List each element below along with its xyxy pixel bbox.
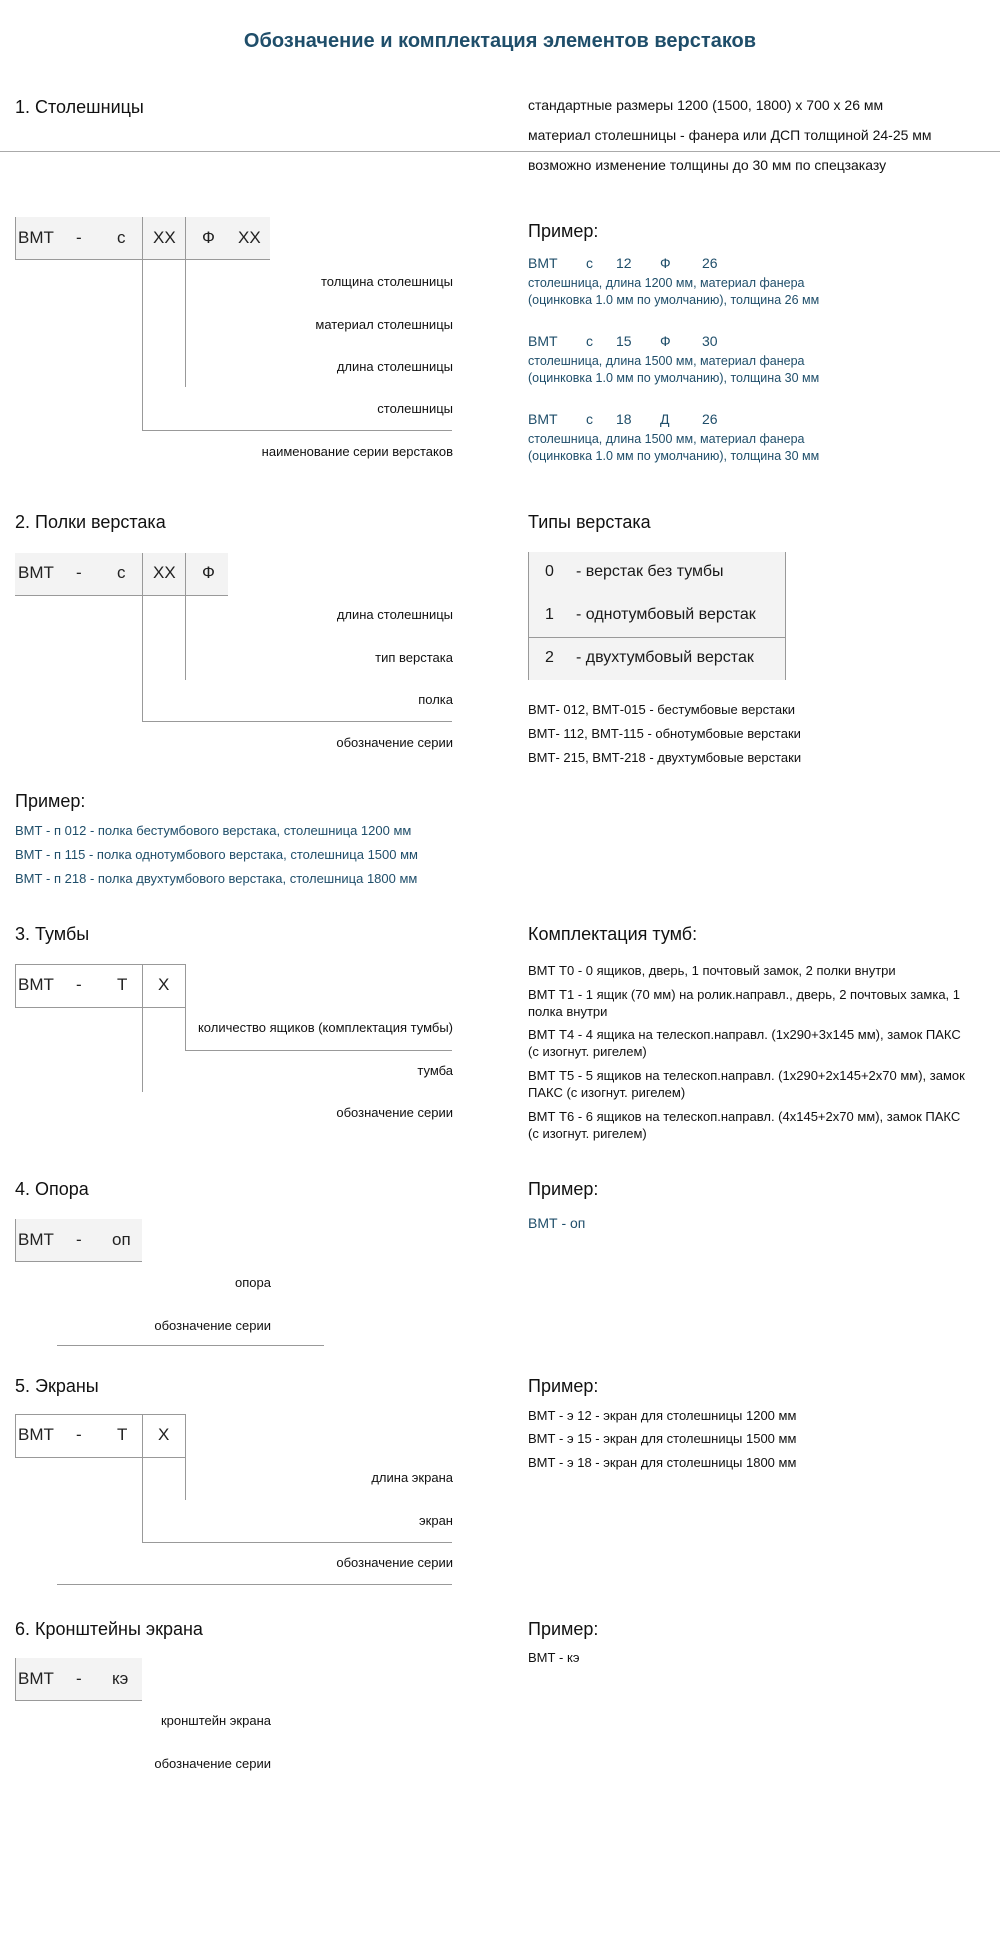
example-text: столешница, длина 1500 мм, материал фанера [528,432,805,446]
types-heading: Типы верстака [528,512,651,532]
code-underline [15,595,228,596]
section-heading: 2. Полки верстака [15,512,166,532]
code-underline [15,1700,142,1701]
example-code: ВМТ [528,333,558,349]
bracket-line [142,1414,143,1542]
example-block [528,333,819,387]
bracket-line [142,964,143,1092]
code-left-border [15,1219,16,1261]
example-code: Ф [660,333,671,349]
code-part: Т [117,975,128,994]
type-label: - верстак без тумбы [576,563,724,580]
code-part: с [117,563,126,582]
kit-item [528,962,990,979]
kit-line: ПАКС (с изогнут. ригелем) [528,1085,686,1100]
example-code: ВМТ [528,255,558,271]
kit-line: ВМТ Т5 - 5 ящиков на телескоп.направл. (1х290+2х145+2х70 мм), замок [528,1068,965,1083]
code-part: ВМТ [18,1230,54,1249]
example-code: с [586,255,593,271]
example-text: столешница, длина 1500 мм, материал фанера [528,354,805,368]
code-label: обозначение серии [336,1555,453,1570]
example-line: ВМТ - п 218 - полка двухтумбового верстака, столешница 1800 мм [15,871,418,886]
code-part: - [76,1669,82,1688]
code-left-border [15,1658,16,1700]
example-code: 12 [616,255,632,271]
example-code: 26 [702,411,718,427]
code-part: ХХ [153,563,176,582]
bracket-line [185,1414,186,1500]
code-label: обозначение серии [336,735,453,750]
bracket-line [185,964,186,1050]
code-label: толщина столешницы [320,274,453,289]
code-label: столешницы [377,401,453,416]
type-note: ВМТ- 012, ВМТ-015 - бестумбовые верстаки [528,702,796,717]
code-part: с [117,228,126,247]
code-part: - [76,563,82,582]
bracket-line [57,1345,324,1346]
bracket-line [185,217,186,387]
section-heading: 1. Столешницы [15,97,144,117]
example-code: с [586,411,593,427]
example-code: 18 [616,411,632,427]
code-label: обозначение серии [154,1318,271,1333]
example-line: ВМТ - кэ [528,1650,580,1665]
example-code: ВМТ [528,411,558,427]
kit-item [528,1067,990,1101]
example-heading: Пример: [528,1376,599,1396]
bracket-line [142,721,452,722]
code-label: опора [235,1275,271,1290]
type-note: ВМТ- 215, ВМТ-218 - двухтумбовые верстаки [528,750,802,765]
type-number: 0 [545,563,554,580]
example-text: (оцинковка 1.0 мм по умолчанию), толщина 26 мм [528,293,820,307]
type-note: ВМТ- 112, ВМТ-115 - обнотумбовые верстаки [528,726,801,741]
bracket-line [185,553,186,680]
code-underline [15,1261,142,1262]
code-part: - [76,228,82,247]
example-line: ВМТ - п 012 - полка бестумбового верстака, столешница 1200 мм [15,823,412,838]
example-code: 26 [702,255,718,271]
code-part: ВМТ [18,1669,54,1688]
example-code: Ф [660,255,671,271]
example-line: ВМТ - э 18 - экран для столешницы 1800 мм [528,1455,797,1470]
code-part: Ф [202,563,215,582]
code-part: - [76,1230,82,1249]
section-heading: 5. Экраны [15,1376,99,1396]
example-line: ВМТ - э 15 - экран для столешницы 1500 мм [528,1431,797,1446]
kit-item [528,986,990,1020]
kit-line: ВМТ Т0 - 0 ящиков, дверь, 1 почтовый замок, 2 полки внутри [528,963,896,978]
code-label: кронштейн экрана [160,1713,271,1728]
bracket-line [142,430,452,431]
bracket-line [142,217,143,430]
example-block [528,255,819,309]
code-part: ВМТ [18,975,54,994]
example-text: столешница, длина 1200 мм, материал фанера [528,276,805,290]
code-label: количество ящиков (комплектация тумбы) [197,1020,453,1035]
example-block [528,411,819,465]
example-line: ВМТ - п 115 - полка однотумбового верстака, столешница 1500 мм [15,847,418,862]
code-label: длина экрана [371,1470,453,1485]
kit-item [528,1026,990,1060]
code-label: материал столешницы [315,317,453,332]
code-label: длина столешницы [336,359,453,374]
code-part: оп [112,1230,131,1249]
example-code: 30 [702,333,718,349]
code-label: тумба [417,1063,453,1078]
code-label: наименование серии верстаков [261,444,453,459]
code-part: ВМТ [18,228,54,247]
example-text: (оцинковка 1.0 мм по умолчанию), толщина 30 мм [528,449,820,463]
code-part: Ф [202,228,215,247]
kit-line: (с изогнут. ригелем) [528,1044,647,1059]
example-code: с [586,333,593,349]
types-divider [528,637,785,638]
code-label: тип верстака [375,650,453,665]
kit-line: ВМТ Т4 - 4 ящика на телескоп.направл. (1х290+3х145 мм), замок ПАКС [528,1027,961,1042]
example-code: 15 [616,333,632,349]
kit-heading: Комплектация тумб: [528,924,698,944]
kit-line: ВМТ Т1 - 1 ящик (70 мм) на ролик.направл., дверь, 2 почтовых замка, 1 [528,987,960,1002]
code-part: ХХ [153,228,176,247]
kit-line: (с изогнут. ригелем) [528,1126,647,1141]
code-label: обозначение серии [336,1105,453,1120]
example-code: Д [660,411,670,427]
example-line: ВМТ - оп [528,1215,586,1231]
code-label: экран [419,1513,453,1528]
example-heading: Пример: [528,1179,599,1199]
kit-line: полка внутри [528,1004,608,1019]
example-heading: Пример: [528,221,599,241]
bracket-line [185,1050,452,1051]
type-number: 2 [545,649,554,666]
example-line: ВМТ - э 12 - экран для столешницы 1200 мм [528,1408,797,1423]
type-label: - однотумбовый верстак [576,606,756,623]
code-part: - [76,975,82,994]
section-heading: 6. Кронштейны экрана [15,1619,203,1639]
type-number: 1 [545,606,554,623]
code-part: кэ [112,1669,129,1688]
bracket-line [142,553,143,721]
info-line: стандартные размеры 1200 (1500, 1800) х 700 х 26 мм [528,97,884,113]
kit-item [528,1108,990,1142]
section-heading: 4. Опора [15,1179,89,1199]
code-part: ВМТ [18,1425,54,1444]
example-text: (оцинковка 1.0 мм по умолчанию), толщина 30 мм [528,371,820,385]
divider [0,151,1000,152]
code-part: ВМТ [18,563,54,582]
code-part: Т [117,1425,128,1444]
code-part: ХХ [238,228,261,247]
page-title: Обозначение и комплектация элементов верстаков [243,30,757,52]
info-line: материал столешницы - фанера или ДСП толщиной 24-25 мм [528,127,932,143]
code-left-border [15,217,16,259]
code-part: Х [158,975,170,994]
example-heading: Пример: [528,1619,599,1639]
code-label: полка [418,692,453,707]
info-line: возможно изменение толщины до 30 мм по спецзаказу [528,157,887,173]
bracket-line [57,1584,452,1585]
kit-line: ВМТ Т6 - 6 ящиков на телескоп.направл. (4х145+2х70 мм), замок ПАКС [528,1109,961,1124]
section-heading: 3. Тумбы [15,924,90,944]
bracket-line [142,1542,452,1543]
example-heading: Пример: [15,791,86,811]
code-part: Х [158,1425,170,1444]
code-label: длина столешницы [336,607,453,622]
type-label: - двухтумбовый верстак [576,649,754,666]
code-label: обозначение серии [154,1756,271,1771]
code-part: - [76,1425,82,1444]
